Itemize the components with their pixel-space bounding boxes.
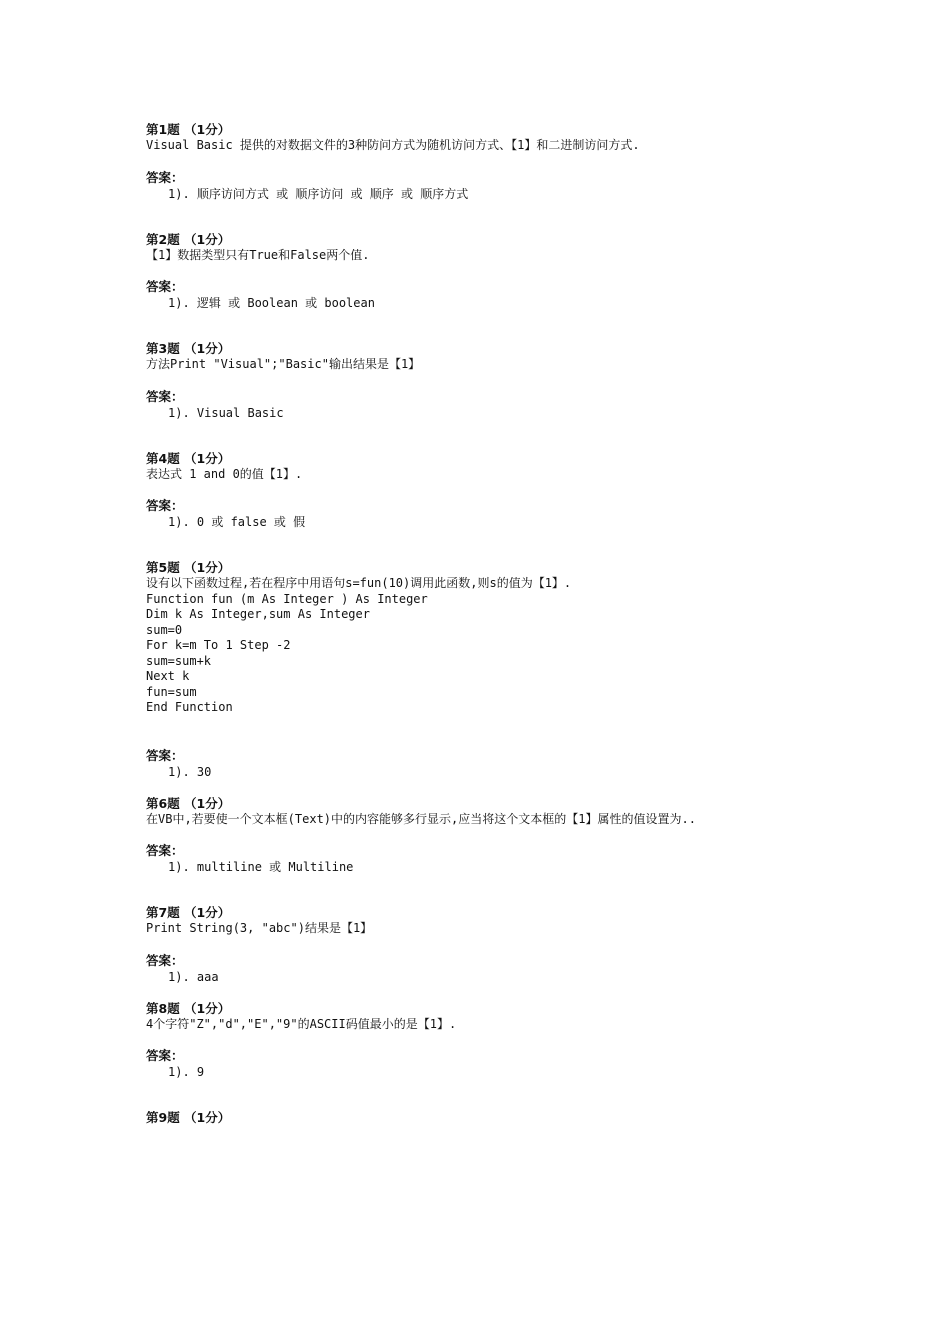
answer-label: 答案： [146,388,184,404]
code-line: fun=sum [146,684,197,699]
question-5 [146,560,906,780]
answer-label: 答案： [146,952,184,968]
question-header: 第4题 （1分） [146,450,231,466]
spacer [146,421,906,451]
question-text: 方法Print "Visual";"Basic"输出结果是【1】 [146,357,421,371]
question-text: 4个字符"Z","d","E","9"的ASCII码值最小的是【1】. [146,1016,457,1031]
spacer [146,202,906,232]
answer-label: 答案： [146,747,184,763]
answer-label: 答案： [146,843,184,858]
answer-text: 1). Visual Basic [168,405,284,420]
spacer [146,780,906,796]
question-text: 【1】数据类型只有True和False两个值. [146,247,370,262]
question-text: 表达式 1 and 0的值【1】. [146,466,303,481]
answer-text: 1). 30 [168,764,212,779]
answer-label: 答案： [146,279,184,294]
answer-text: 1). aaa [168,969,219,984]
answer-text: 1). 9 [168,1065,205,1079]
question-1 [146,122,906,202]
spacer [146,530,906,560]
code-line: Function fun (m As Integer ) As Integer [146,591,428,606]
question-6 [146,796,906,876]
code-line: Dim k As Integer,sum As Integer [146,607,370,621]
answer-text: 1). 0 或 false 或 假 [168,515,306,529]
question-header: 第3题 （1分） [146,341,231,356]
answer-label: 答案： [146,1048,184,1063]
answer-text: 1). multiline 或 Multiline [168,860,354,874]
document-page [146,122,906,1126]
answer-label: 答案： [146,169,184,185]
spacer [146,875,906,905]
question-3 [146,341,906,421]
question-9 [146,1110,906,1126]
question-text: Print String(3, "abc")结果是【1】 [146,921,373,935]
answer-text: 1). 逻辑 或 Boolean 或 boolean [168,296,375,310]
question-header: 第2题 （1分） [146,231,231,247]
question-header: 第6题 （1分） [146,795,231,811]
question-header: 第5题 （1分） [146,560,231,575]
question-text: Visual Basic 提供的对数据文件的3种防问方式为随机访问方式、【1】和二进制访问方式. [146,138,640,152]
question-header: 第7题 （1分） [146,905,231,920]
code-line: Next k [146,669,190,683]
code-line: sum=sum+k [146,653,212,668]
spacer [146,716,906,732]
question-7 [146,905,906,985]
spacer [146,311,906,341]
question-header: 第1题 （1分） [146,122,231,137]
answer-label: 答案： [146,498,184,513]
code-line: For k=m To 1 Step -2 [146,638,291,652]
question-text: 设有以下函数过程,若在程序中用语句s=fun(10)调用此函数,则s的值为【1】. [146,576,572,590]
answer-text: 1). 顺序访问方式 或 顺序访问 或 顺序 或 顺序方式 [168,186,469,201]
question-2 [146,232,906,312]
question-header: 第8题 （1分） [146,1000,231,1016]
question-4 [146,451,906,531]
code-line: End Function [146,700,233,714]
spacer [146,1080,906,1110]
question-8 [146,1001,906,1081]
spacer [146,985,906,1001]
code-line: sum=0 [146,622,183,637]
question-text: 在VB中,若要使一个文本框(Text)中的内容能够多行显示,应当将这个文本框的【1】属性的值设置为.. [146,811,696,826]
question-header: 第9题 （1分） [146,1110,231,1125]
